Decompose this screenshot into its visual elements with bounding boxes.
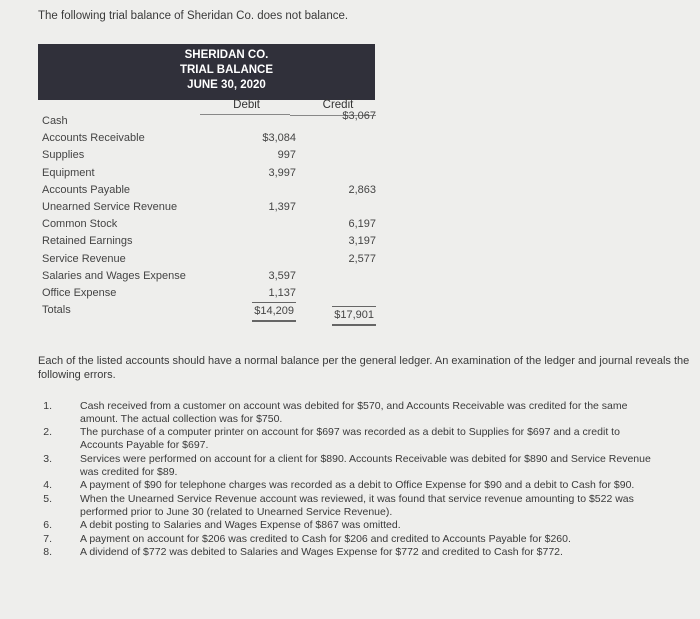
debit-amount: 3,997 (268, 166, 296, 179)
item-number: 6. (43, 519, 52, 532)
list-item (38, 453, 700, 479)
statement-title: TRIAL BALANCE (179, 64, 274, 76)
item-line: A payment of $90 for telephone charges was recorded as a debit to Office Expense for $90 and a debit to Cash for $90. (80, 479, 635, 492)
item-number: 4. (43, 479, 52, 492)
item-line: The purchase of a computer printer on account for $697 was recorded as a debit to Supplies for $697 and a credit to (80, 426, 620, 439)
statement-date: JUNE 30, 2020 (187, 79, 266, 91)
list-item (38, 519, 700, 532)
table-row (38, 110, 378, 130)
account-name: Accounts Receivable (42, 132, 145, 145)
table-row (38, 216, 378, 233)
item-number: 3. (43, 452, 52, 465)
account-name: Cash (42, 115, 68, 127)
item-line: A debit posting to Salaries and Wages Expense of $867 was omitted. (80, 519, 401, 532)
item-line: When the Unearned Service Revenue account was reviewed, it was found that service revenue amounting to $522 was (80, 492, 634, 505)
credit-amount: $3,067 (342, 110, 376, 122)
account-name: Unearned Service Revenue (42, 200, 178, 213)
account-name: Salaries and Wages Expense (42, 269, 186, 282)
debit-total: $14,209 (252, 302, 296, 322)
credit-amount: 6,197 (348, 218, 376, 231)
account-name: Supplies (42, 149, 85, 162)
item-line: Services were performed on account for a client for $890. Accounts Receivable was debited for $890 and Service Revenue (80, 452, 651, 465)
item-number: 2. (43, 426, 52, 439)
item-line: Accounts Payable for $697. (80, 439, 209, 452)
item-line: Cash received from a customer on account was debited for $570, and Accounts Receivable was credited for the same (80, 400, 628, 412)
debit-amount: 3,597 (268, 269, 296, 282)
table-row (38, 268, 378, 285)
table-row (38, 233, 378, 250)
totals-label: Totals (42, 304, 71, 317)
item-line: performed prior to June 30 (related to Unearned Service Revenue). (80, 505, 393, 518)
list-item (38, 546, 700, 559)
intro-text: The following trial balance of Sheridan Co. does not balance. (38, 10, 349, 22)
table-row (38, 285, 378, 302)
credit-amount: 2,863 (348, 183, 376, 196)
errors-list (38, 400, 700, 560)
account-name: Accounts Payable (42, 183, 131, 196)
item-number: 5. (43, 492, 52, 505)
debit-amount: 1,397 (268, 200, 296, 213)
list-item (38, 400, 700, 426)
item-line: was credited for $89. (80, 465, 178, 478)
trial-balance-table (38, 110, 378, 322)
debit-amount: 1,137 (268, 286, 296, 299)
instructions-text: Each of the listed accounts should have a normal balance per the general ledger. An examination of the ledger and journal reveals the following errors. (38, 355, 690, 381)
item-line: A payment on account for $206 was credited to Cash for $206 and credited to Accounts Payable for $260. (80, 532, 571, 545)
account-name: Equipment (42, 166, 95, 179)
credit-amount: 2,577 (348, 252, 376, 265)
account-name: Office Expense (42, 286, 117, 299)
list-item (38, 493, 700, 519)
debit-amount: $3,084 (262, 132, 296, 145)
list-item (38, 426, 700, 452)
item-number: 7. (43, 532, 52, 545)
account-name: Retained Earnings (42, 235, 133, 248)
item-number: 1. (43, 400, 52, 412)
table-row (38, 147, 378, 164)
table-row (38, 199, 378, 216)
debit-column-header: Debit (200, 99, 290, 115)
list-item (38, 533, 700, 546)
trial-balance-header (38, 44, 375, 100)
table-row (38, 165, 378, 182)
credit-column-label: Credit (322, 99, 354, 111)
table-row (38, 182, 378, 199)
table-row (38, 251, 378, 268)
debit-amount: 997 (277, 149, 296, 162)
totals-row (38, 302, 378, 322)
item-line: A dividend of $772 was debited to Salaries and Wages Expense for $772 and credited to Cash for $772. (80, 546, 563, 559)
company-name: SHERIDAN CO. (184, 49, 269, 61)
list-item (38, 479, 700, 492)
table-row (38, 130, 378, 147)
item-number: 8. (43, 546, 52, 559)
account-name: Service Revenue (42, 252, 126, 265)
item-line: amount. The actual collection was for $750. (80, 412, 283, 425)
credit-amount: 3,197 (348, 235, 376, 248)
account-name: Common Stock (42, 218, 118, 231)
credit-total: $17,901 (332, 306, 376, 326)
